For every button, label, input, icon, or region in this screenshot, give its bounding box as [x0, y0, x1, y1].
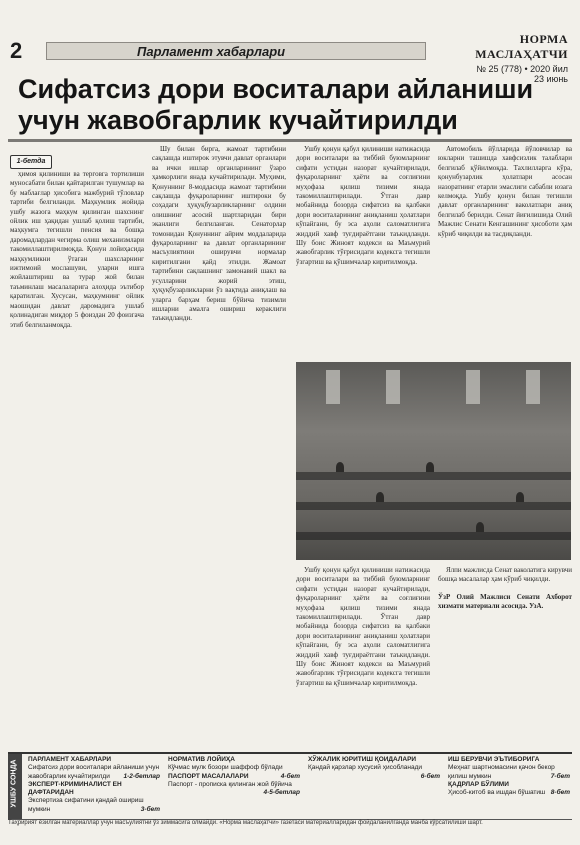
byline: ЎзР Олий Мажлиси Сенати Ахборот хизмати материали асосида. УзА.: [438, 592, 572, 611]
headline-rule: [8, 139, 572, 142]
contents-column-3: [308, 756, 440, 781]
article-headline: Сифатсиз дори воситалари айланиши учун жавобгарлик кучайтирилди: [18, 74, 534, 135]
senate-session-photo: [296, 362, 571, 560]
contents-heading: НОРМАТИВ ЛОЙИҲА: [168, 756, 235, 763]
contents-heading: ЭКСПЕРТ-КРИМИНАЛИСТ ЕН ДАФТАРИДАН: [28, 780, 122, 797]
contents-item: Қандай қарзлар хусусий ҳисобланади 6-бет: [308, 764, 440, 780]
section-title: Парламент хабарлари: [46, 42, 426, 60]
photo-person: [426, 462, 434, 472]
photo-person: [516, 492, 524, 502]
contents-heading: ХЎЖАЛИК ЮРИТИШ ҚОИДАЛАРИ: [308, 756, 417, 763]
issue-info: № 25 (778) • 2020 йил 23 июнь: [476, 64, 568, 84]
contents-item: Сифатсиз дори воситалари айланиши учун жавобгарлик кучайтирилди 1-2-бетлар: [28, 764, 160, 780]
contents-column-4: [448, 756, 570, 797]
column-3-text: Ушбу қонун қабул қилиниши натижасида дори воситалари ва тиббий буюмларнинг сифати устидан назорат кучайтирилади, фуқароларнинг ҳаёти ва соғлиғини муҳофаза қилиш тизими янада такомиллаштирилади. Ўтган давр мобайнида бозорда сифатсиз ва қалбаки дори воситаларининг аниқланиш ҳолатлари кўпайгани, бу эса аҳоли саломатлигига жиддий хавф туғдираётгани таъкидланди. Шу боис Жиноят кодекси ва Маъмурий жавобгарлик тўғрисидаги кодексга тегишли ўзгартиш ва қўшимчалар киритилмоқда.: [296, 145, 430, 266]
column-1-text: ҳимоя қилиниши ва терговга тортилиши муносабати билан қайтарилган тушумлар ва бу маблағлар ҳисобига мажбурий тўловлар тартиби белгиланди. Маҳкумлик жойида ушбу жазога маҳкум қилинган шахснинг ойлик иш ҳақидан ушлаб қолиш тартиби, маҳкумга тегишли пенсия ва бошқа даромадлардан чегирма олиш механизмлари такомиллаштирилмоқда. Қонун лойиҳасида маҳкумликни ўтаган шахсларнинг ижтимоий мослашуви, уларни ишга жойлаштириш ва турар жой билан таъминлаш масалаларига алоҳида эътибор қаратилган. Хусусан, маҳкумнинг ойлик маошидан давлат даромадига ушлаб қолинадиган миқдор 5 фоиздан 20 фоизгача этиб белгиланмоқда.: [10, 170, 144, 329]
article-column-3-continued: [296, 566, 430, 748]
photo-desk-row: [296, 532, 571, 540]
photo-desk-row: [296, 472, 571, 480]
contents-item: Экспертиза сифатини қандай ошириш мумкин 3-бет: [28, 797, 160, 813]
contents-item: Ҳисоб-китоб ва ишдан бўшатиш 8-бет: [448, 789, 570, 797]
photo-window: [326, 370, 340, 404]
column-3-continued-text: Ушбу қонун қабул қилиниши натижасида дори воситалари ва тиббий буюмларнинг сифати устидан назорат кучайтирилади, фуқароларнинг ҳаёти ва соғлиғини муҳофаза қилиш тизими янада такомиллаштирилади. Ўтган давр мобайнида бозорда сифатсиз ва қалбаки дори воситаларининг аниқланиш ҳолатлари кўпайгани, бу эса аҳоли саломатлигига жиддий хавф туғдираётгани таъкидланди. Шу боис Жиноят кодекси ва Маъмурий жавобгарлик тўғрисидаги кодексга тегишли ўзгартиш ва қўшимчалар киритилмоқда.: [296, 566, 430, 687]
contents-heading: ИШ БЕРУВЧИ ЭЪТИБОРИГА: [448, 756, 540, 763]
article-column-3: [296, 145, 430, 357]
article-column-4-continued: [438, 566, 572, 748]
photo-desk-row: [296, 502, 571, 510]
article-column-1: [10, 170, 144, 748]
photo-window: [386, 370, 400, 404]
column-4-text: Автомобиль йўлларида йўловчилар ва юкларни ташишда хавфсизлик талаблари белгилаб қўйилмоқда. Тахлилларга кўра, қонунбузарлик ҳолатлари асосан назоратнинг етарли эмаслиги сабабли юзага келмоқда. Ушбу қонун билан тегишли давлат органларининг ваколатлари аниқ белгилаб берилди. Сенат йиғилишида Олий Мажлис Сенати Кенгашининг ҳисоботи ҳам кўриб чиқилди ва тасдиқланди.: [438, 145, 572, 238]
article-column-4: [438, 145, 572, 357]
closing-text: Ялпи мажлисда Сенат ваколатига кирувчи бошқа масалалар ҳам кўриб чиқилди.: [438, 566, 572, 584]
photo-person: [476, 522, 484, 532]
contents-label-box: [8, 754, 22, 819]
photo-person: [336, 462, 344, 472]
masthead-title: НОРМА МАСЛАҲАТЧИ: [475, 32, 568, 61]
contents-label: УШБУ СОНДА: [10, 759, 18, 808]
page-footer: Таҳририят ёзилган материаллар учун масъулиятни ўз зиммасига олмайди. «Норма маслаҳатчи» газетаси материалларидан фойдаланилганда манба кўрсатилиши шарт.: [8, 820, 483, 826]
photo-window: [466, 370, 480, 404]
contents-heading: ПАСПОРТ МАСАЛАЛАРИ: [168, 772, 249, 780]
contents-box: [8, 752, 572, 820]
contents-heading: ҚАДРЛАР БЎЛИМИ: [448, 780, 509, 788]
continuation-tag: 1-бетда: [10, 155, 52, 169]
contents-column-1: [28, 756, 160, 814]
photo-person: [376, 492, 384, 502]
contents-item: Паспорт - прописка қилинган жой бўйича 4-5-бетлар: [168, 780, 300, 797]
contents-heading: ПАРЛАМЕНТ ХАБАРЛАРИ: [28, 756, 112, 763]
contents-item: Меҳнат шартномасини қачон бекор қилиш мумкин 7-бет: [448, 764, 570, 780]
page-header: [6, 32, 574, 84]
article-column-2: [152, 145, 286, 748]
contents-column-2: [168, 756, 300, 797]
photo-window: [526, 370, 540, 404]
column-2-text: Шу билан бирга, жамоат тартибини сақлашда иштирок этувчи давлат органлари ва ички ишлар органларининг ўзаро ҳамкорлиги янада кучайтирилади. Муҳими, Қонуннинг 8-моддасида жамоат тартибини сақлашда фуқароларнинг иштироки бу соҳадаги ҳуқуқбузарликларнинг олдини олишнинг асосий шартларидан бири эканлиги белгиланган. Сенаторлар томонидан Қонуннинг айрим моддаларида фуқароларнинг ва давлат органларининг масъулиятини оширувчи нормалар киритилгани қайд этилди. Жамоат тартибини сақлашнинг замонавий шакл ва усулларини жорий этиш, ҳуқуқбузарликларни ўз вақтида аниқлаш ва уларга барҳам бериш бўйича тизимли ишларни амалга ошириш кераклиги таъкидланди.: [152, 145, 286, 323]
contents-item: Кўчмас мулк бозори шаффоф бўлади 4-бет: [168, 764, 300, 780]
page-number: 2: [10, 38, 23, 63]
